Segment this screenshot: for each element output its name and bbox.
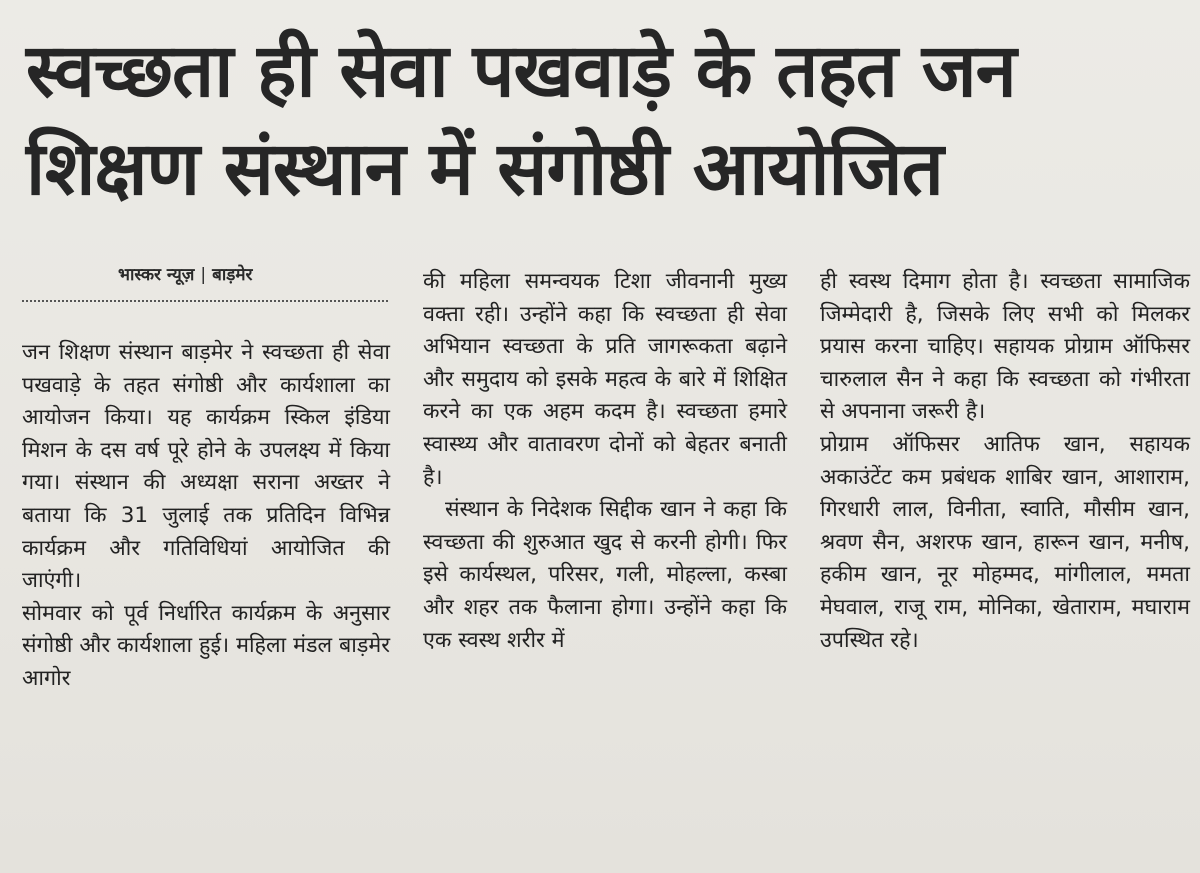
headline-line-2: शिक्षण संस्थान में संगोष्ठी आयोजित bbox=[26, 126, 943, 212]
byline-source: भास्कर न्यूज़ bbox=[118, 265, 195, 285]
article-paragraph: ही स्वस्थ दिमाग होता है। स्वच्छता सामाजिक जिम्मेदारी है, जिसके लिए सभी को मिलकर प्रयास करना चाहिए। सहायक प्रोग्राम ऑफिसर चारुलाल सैन ने कहा कि स्वच्छता को गंभीरता से अपनाना जरूरी है। bbox=[820, 269, 1190, 425]
article-column-3 bbox=[820, 266, 1190, 657]
byline-separator: | bbox=[200, 265, 207, 285]
byline-divider bbox=[22, 300, 388, 302]
article-paragraph: सोमवार को पूर्व निर्धारित कार्यक्रम के अनुसार संगोष्ठी और कार्यशाला हुई। महिला मंडल बाड़मेर आगोर bbox=[22, 600, 390, 691]
article-paragraph: प्रोग्राम ऑफिसर आतिफ खान, सहायक अकाउंटेंट कम प्रबंधक शाबिर खान, आशाराम, गिरधारी लाल, विनीता, स्वाति, मौसीम खान, श्रवण सैन, अशरफ खान, हारून खान, मनीष, हकीम खान, नूर मोहम्मद, मांगीलाल, ममता मेघवाल, राजू राम, मोनिका, खेताराम, मघाराम उपस्थित रहे। bbox=[820, 431, 1190, 653]
article-column-2 bbox=[423, 266, 787, 657]
byline-location: बाड़मेर bbox=[212, 265, 253, 285]
article-column-1 bbox=[22, 337, 390, 696]
headline bbox=[26, 22, 1186, 218]
article-paragraph: जन शिक्षण संस्थान बाड़मेर ने स्वच्छता ही सेवा पखवाड़े के तहत संगोष्ठी और कार्यशाला का आयोजन किया। यह कार्यक्रम स्किल इंडिया मिशन के दस वर्ष पूरे होने के उपलक्ष्य में किया गया। संस्थान की अध्यक्षा सराना अख्तर ने बताया कि 31 जुलाई तक प्रतिदिन विभिन्न कार्यक्रम और गतिविधियां आयोजित की जाएंगी। bbox=[22, 340, 390, 594]
headline-line-1: स्वच्छता ही सेवा पखवाड़े के तहत जन bbox=[26, 28, 1016, 114]
article-paragraph: की महिला समन्वयक टिशा जीवनानी मुख्य वक्ता रही। उन्होंने कहा कि स्वच्छता ही सेवा अभियान स्वच्छता के प्रति जागरूकता बढ़ाने और समुदाय को इसके महत्व के बारे में शिक्षित करने का एक अहम कदम है। स्वच्छता हमारे स्वास्थ्य और वातावरण दोनों को बेहतर बनाती है। bbox=[423, 269, 787, 490]
byline bbox=[118, 262, 252, 285]
article-paragraph: संस्थान के निदेशक सिद्दीक खान ने कहा कि स्वच्छता की शुरुआत खुद से करनी होगी। फिर इसे कार्यस्थल, परिसर, गली, मोहल्ला, कस्बा और शहर तक फैलाना होगा। उन्होंने कहा कि एक स्वस्थ शरीर में bbox=[423, 497, 787, 653]
